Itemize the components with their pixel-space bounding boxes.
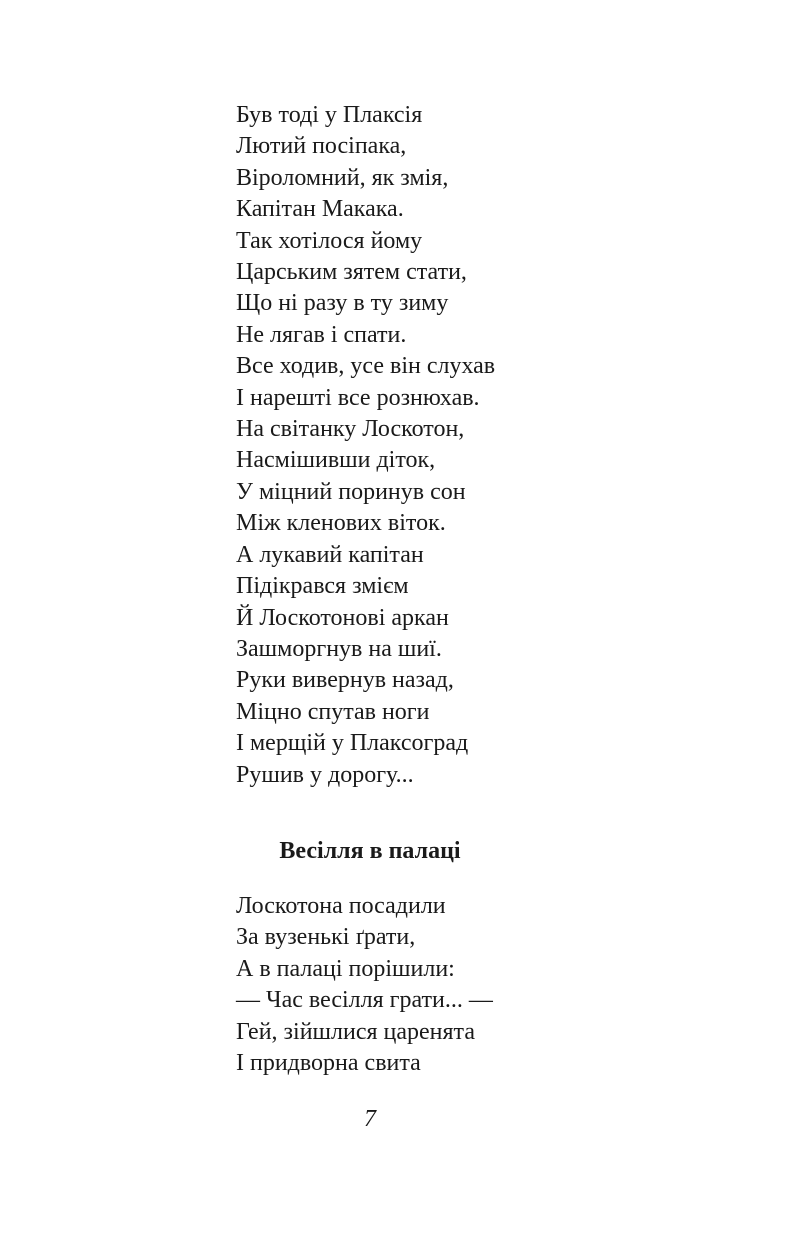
poem-line: Підікрався змієм xyxy=(236,573,409,600)
poem-line: Що ні разу в ту зиму xyxy=(236,290,449,317)
poem-line: Царським зятем стати, xyxy=(236,259,467,286)
poem-line: Капітан Макака. xyxy=(236,196,404,223)
page-number: 7 xyxy=(364,1106,376,1132)
poem-line: За вузенькі ґрати, xyxy=(236,924,416,951)
poem-line: Лоскотона посадили xyxy=(236,893,446,919)
poem-line: Міцно спутав ноги xyxy=(236,698,430,725)
poem-line: І нарешті все рознюхав. xyxy=(236,384,480,411)
poem-line: А в палаці порішили: xyxy=(236,955,455,982)
section-title: Весілля в палаці xyxy=(279,838,461,864)
poem-line: Був тоді у Плаксія xyxy=(236,102,423,128)
poem-line: Так хотілося йому xyxy=(236,227,423,254)
poem-line: — Час весілля грати... — xyxy=(236,987,493,1014)
poem-line: Між кленових віток. xyxy=(236,510,446,537)
poem-line: Зашморгнув на шиї. xyxy=(236,635,442,662)
poem-stanza-2 xyxy=(236,891,493,1079)
poem-line: Рушив у дорогу... xyxy=(236,761,414,788)
poem-stanza-1 xyxy=(236,100,495,791)
poem-line: Все ходив, усе він слухав xyxy=(236,353,496,380)
poem-line: Насмішивши діток, xyxy=(236,447,436,474)
poem-line: На світанку Лоскотон, xyxy=(236,416,465,443)
poem-line: У міцний поринув сон xyxy=(236,478,466,505)
poem-line: Лютий посіпака, xyxy=(236,133,407,160)
poem-line: Руки вивернув назад, xyxy=(236,667,454,694)
poem-line: Не лягав і спати. xyxy=(236,321,407,348)
poem-line: Віроломний, як змія, xyxy=(236,164,449,191)
poem-line: Гей, зійшлися царенята xyxy=(236,1018,475,1045)
poem-line: Й Лоскотонові аркан xyxy=(236,604,449,631)
poem-line: І мерщій у Плаксоград xyxy=(236,730,469,757)
poem-line: І придворна свита xyxy=(236,1050,421,1077)
poem-line: А лукавий капітан xyxy=(236,541,424,568)
